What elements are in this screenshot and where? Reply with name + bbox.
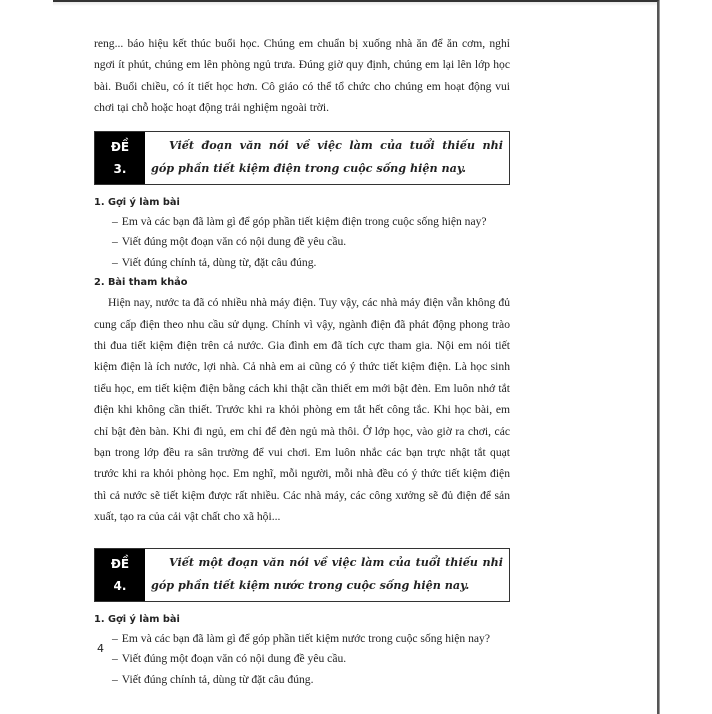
exercise-3-title bbox=[145, 132, 509, 184]
exercise-4-title-line1: Viết một đoạn văn nói về việc làm của tuổi thiếu nhi bbox=[169, 554, 503, 569]
page-number: 4 bbox=[97, 642, 104, 655]
exercise-4-hint bbox=[112, 629, 510, 650]
dash: – bbox=[112, 672, 118, 686]
exercise-3-title-line2: góp phần tiết kiệm điện trong cuộc sống hiện nay. bbox=[151, 160, 467, 175]
hint-text: Em và các bạn đã làm gì để góp phần tiết kiệm điện trong cuộc sống hiện nay? bbox=[121, 214, 487, 228]
exercise-3-badge bbox=[95, 132, 145, 184]
exercise-3-badge-number: 3. bbox=[113, 161, 127, 176]
exercise-3-title-line1: Viết đoạn văn nói về việc làm của tuổi thiếu nhi bbox=[169, 137, 503, 152]
exercise-4-hint bbox=[112, 670, 510, 691]
dash: – bbox=[112, 255, 118, 269]
hint-text: Em và các bạn đã làm gì để góp phần tiết kiệm nước trong cuộc sống hiện nay? bbox=[121, 631, 490, 645]
exercise-4-hint-heading: 1. Gợi ý làm bài bbox=[94, 613, 180, 625]
intro-paragraph: reng... báo hiệu kết thúc buổi học. Chúng em chuẩn bị xuống nhà ăn để ăn cơm, nghỉ ngơi ít phút, chúng em lên phòng ngủ trưa. Đúng giờ quy định, chúng em lại lên lớp học bài. Buổi chiều, có ít tiết học hơn. Cô giáo có thể tổ chức cho chúng em hoạt động vui chơi tại chỗ hoặc hoạt động trải nghiệm ngoài trời. bbox=[94, 37, 510, 115]
exercise-3-box bbox=[94, 131, 510, 185]
exercise-3-hint bbox=[112, 232, 510, 253]
exercise-3-reference-heading: 2. Bài tham khảo bbox=[94, 277, 188, 289]
exercise-4-box bbox=[94, 548, 510, 602]
dash: – bbox=[112, 235, 118, 249]
hint-text: Viết đúng chính tả, dùng từ đặt câu đúng. bbox=[121, 672, 314, 686]
page-top-shade bbox=[53, 2, 657, 6]
exercise-4-hint bbox=[112, 649, 510, 670]
hint-text: Viết đúng chính tả, dùng từ, đặt câu đúng. bbox=[121, 255, 317, 269]
dash: – bbox=[112, 214, 118, 228]
exercise-4-badge-label: ĐỀ bbox=[110, 556, 130, 571]
exercise-4-badge bbox=[95, 549, 145, 601]
dash: – bbox=[112, 652, 118, 666]
dash: – bbox=[112, 631, 118, 645]
exercise-4-title-line2: góp phần tiết kiệm nước trong cuộc sống hiện nay. bbox=[151, 577, 470, 592]
exercise-3-hint bbox=[112, 212, 510, 233]
exercise-3-badge-label: ĐỀ bbox=[110, 139, 130, 154]
exercise-3-reference-text: Hiện nay, nước ta đã có nhiều nhà máy điện. Tuy vậy, các nhà máy điện vẫn không đủ cung cấp điện theo nhu cầu sử dụng. Chính vì vậy, ngành điện đã phát động phong trào thi đua tiết kiệm điện trên cả nước. Gia đình em đã tích cực tham gia. Nội em nói tiết kiệm điện là ích nước, lợi nhà. Cả nhà em ai cũng có ý thức tiết kiệm điện. Là học sinh tiểu học, em tiết kiệm điện bằng cách khi thật cần thiết em mới bật đèn. Em luôn nhớ tắt điện khi không cần thiết. Trước khi ra khỏi phòng em tắt hết công tắc. Khi học bài, em chỉ bật đèn bàn. Khi đi ngủ, em chỉ để đèn ngủ mà thôi. Ở lớp học, vào giờ ra chơi, các bạn trong lớp đều ra sân trường để vui chơi. Em luôn nhắc các bạn trực nhật tắt quạt trước khi ra khỏi phòng học. Em nghĩ, mỗi người, mỗi nhà đều có ý thức tiết kiệm điện thì cả nước sẽ tiết kiệm được rất nhiều. Các nhà máy, các công xưởng sẽ đủ điện để sản xuất, tạo ra của cải vật chất cho xã hội... bbox=[94, 296, 510, 524]
hint-text: Viết đúng một đoạn văn có nội dung đề yêu cầu. bbox=[121, 652, 347, 666]
hint-text: Viết đúng một đoạn văn có nội dung đề yêu cầu. bbox=[121, 235, 347, 249]
exercise-4-badge-number: 4. bbox=[113, 578, 127, 593]
page-content bbox=[94, 33, 510, 690]
exercise-3-hint-heading: 1. Gợi ý làm bài bbox=[94, 196, 180, 208]
exercise-3-hint bbox=[112, 253, 510, 274]
exercise-4-title bbox=[145, 549, 509, 601]
